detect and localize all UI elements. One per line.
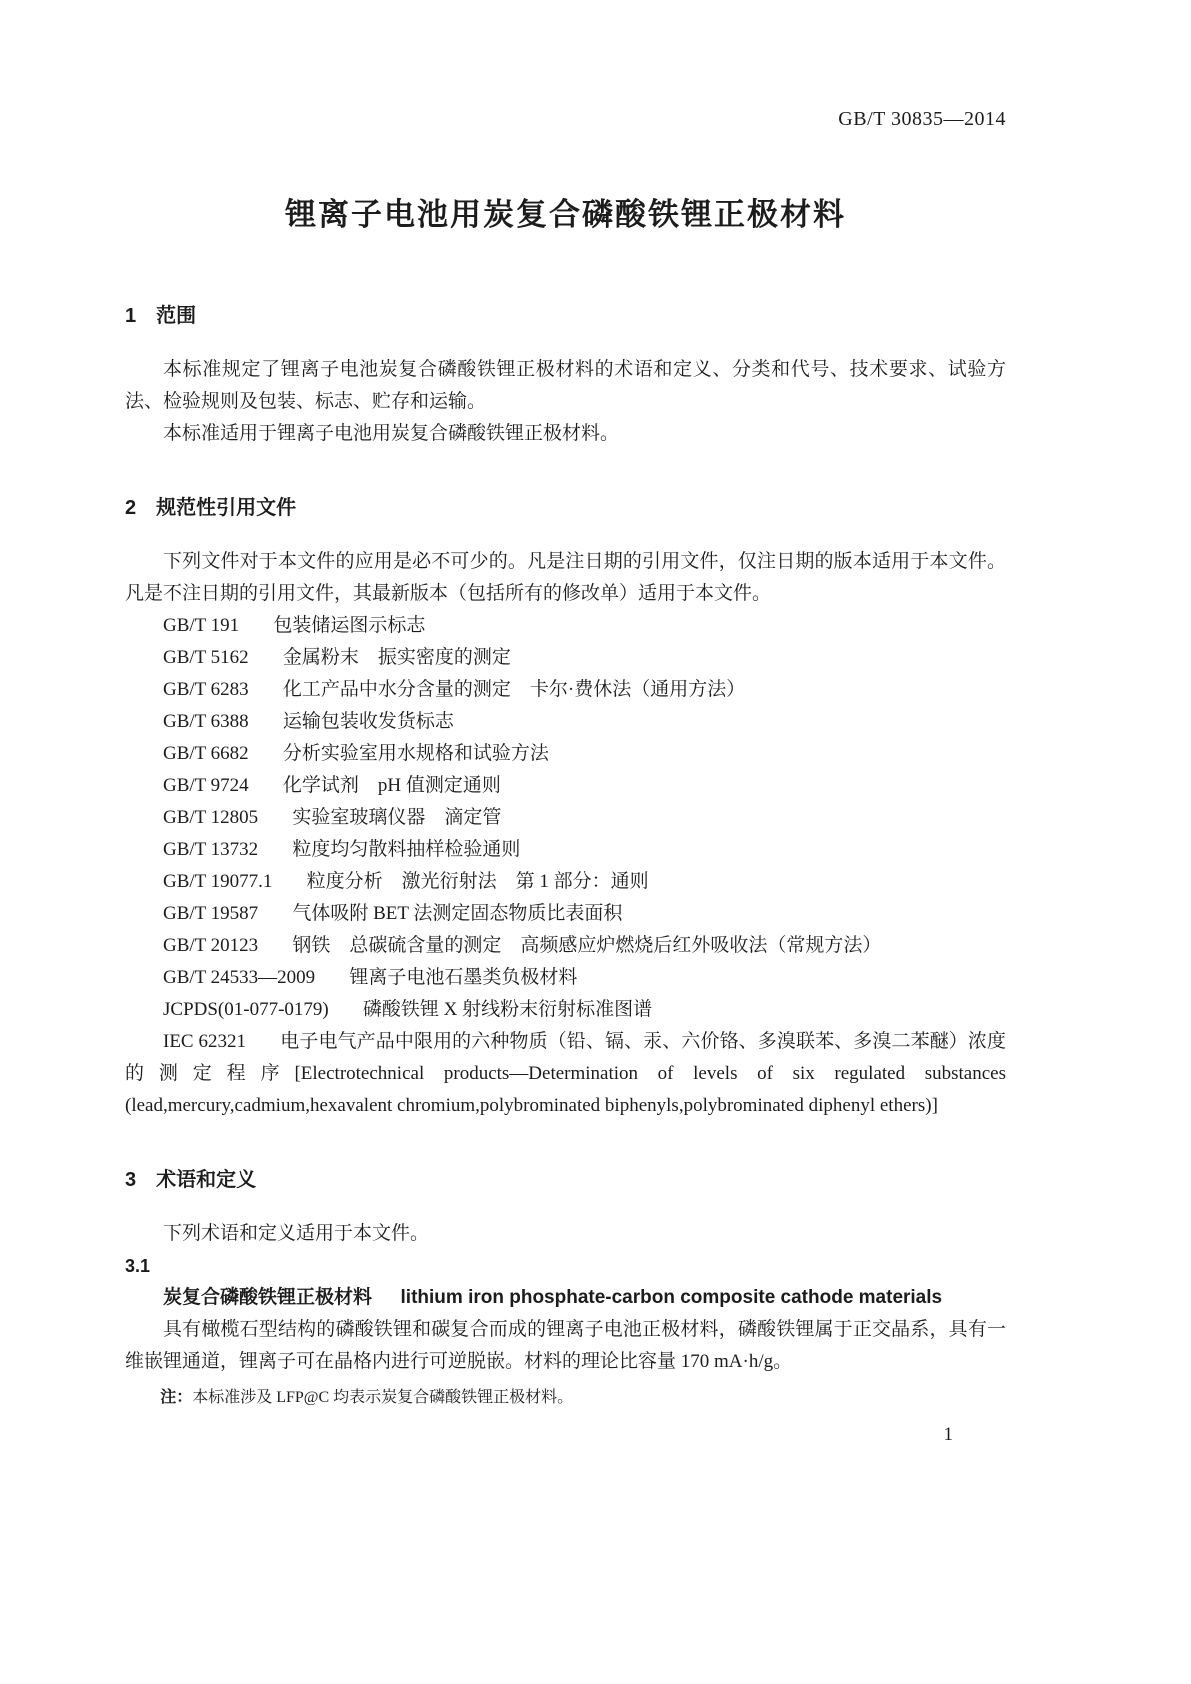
reference-title: 磷酸铁锂 X 射线粉末衍射标准图谱 [362,999,653,1020]
reference-item [125,962,1006,994]
note-text: 本标准涉及 LFP@C 均表示炭复合磷酸铁锂正极材料。 [192,1389,574,1406]
reference-item [125,994,1006,1026]
reference-code: GB/T 19587 [163,903,259,924]
reference-item [125,674,1006,706]
term-english: lithium iron phosphate-carbon composite cathode materials [400,1287,943,1308]
reference-title: 实验室玻璃仪器 滴定管 [292,807,502,828]
reference-item [125,1026,1006,1122]
reference-title: 运输包装收发货标志 [282,711,454,732]
reference-item [125,642,1006,674]
reference-list [125,610,1006,1122]
reference-item [125,930,1006,962]
reference-title: 粒度均匀散料抽样检验通则 [292,839,521,860]
reference-code: GB/T 9724 [163,775,249,796]
reference-item [125,706,1006,738]
reference-title: 金属粉末 振实密度的测定 [282,647,511,668]
doc-number: GB/T 30835—2014 [838,108,1006,130]
document-title: 锂离子电池用炭复合磷酸铁锂正极材料 [285,197,846,232]
reference-code: GB/T 19077.1 [163,871,273,892]
reference-title: 气体吸附 BET 法测定固态物质比表面积 [292,903,623,924]
note [125,1384,1006,1412]
reference-item [125,866,1006,898]
reference-code: GB/T 6682 [163,743,249,764]
reference-item [125,738,1006,770]
definition-paragraph: 具有橄榄石型结构的磷酸铁锂和碳复合而成的锂离子电池正极材料，磷酸铁锂属于正交晶系，具有一维嵌锂通道，锂离子可在晶格内进行可逆脱嵌。材料的理论比容量 170 mA·h/g。 [125,1319,1006,1372]
reference-item [125,834,1006,866]
term-chinese: 炭复合磷酸铁锂正极材料 [163,1287,373,1308]
section-2-heading: 2 规范性引用文件 [125,497,297,519]
reference-code: GB/T 20123 [163,935,259,956]
scope-paragraph-1: 本标准规定了锂离子电池炭复合磷酸铁锂正极材料的术语和定义、分类和代号、技术要求、试验方法、检验规则及包装、标志、贮存和运输。 [125,359,1006,412]
reference-title: 锂离子电池石墨类负极材料 [349,967,578,988]
page-number: 1 [943,1424,953,1445]
reference-code: GB/T 6388 [163,711,249,732]
term-definition-heading [125,1282,1006,1314]
reference-code: GB/T 24533—2009 [163,967,316,988]
reference-item [125,610,1006,642]
section-3-heading: 3 术语和定义 [125,1169,257,1191]
reference-code: IEC 62321 [163,1031,246,1052]
reference-title: 包装储运图示标志 [273,615,426,636]
note-label: 注： [160,1389,193,1406]
reference-title: 钢铁 总碳硫含量的测定 高频感应炉燃烧后红外吸收法（常规方法） [292,935,882,956]
reference-title: 电子电气产品中限用的六种物质（铅、镉、汞、六价铬、多溴联苯、多溴二苯醚）浓度的测定程序[Electrotechnical products—Determination of levels of six regulated substances (lead,mercury,cadmium,hexavalent chromium,polybrominated biphenyls,polybrominated diphenyl ethers)] [125,1031,1006,1116]
reference-code: GB/T 5162 [163,647,249,668]
reference-code: GB/T 191 [163,615,240,636]
reference-title: 粒度分析 激光衍射法 第 1 部分：通则 [306,871,649,892]
scope-paragraph-2: 本标准适用于锂离子电池用炭复合磷酸铁锂正极材料。 [163,423,620,444]
reference-code: GB/T 6283 [163,679,249,700]
reference-item [125,898,1006,930]
normative-references-intro: 下列文件对于本文件的应用是必不可少的。凡是注日期的引用文件，仅注日期的版本适用于本文件。凡是不注日期的引用文件，其最新版本（包括所有的修改单）适用于本文件。 [125,551,1006,604]
reference-code: JCPDS(01-077-0179) [163,999,329,1020]
reference-item [125,770,1006,802]
reference-code: GB/T 12805 [163,807,259,828]
section-1-heading: 1 范围 [125,305,197,327]
terms-intro: 下列术语和定义适用于本文件。 [163,1223,430,1244]
reference-code: GB/T 13732 [163,839,259,860]
reference-item [125,802,1006,834]
reference-title: 分析实验室用水规格和试验方法 [282,743,549,764]
reference-title: 化工产品中水分含量的测定 卡尔·费休法（通用方法） [282,679,746,700]
clause-number: 3.1 [125,1256,151,1276]
reference-title: 化学试剂 pH 值测定通则 [282,775,501,796]
